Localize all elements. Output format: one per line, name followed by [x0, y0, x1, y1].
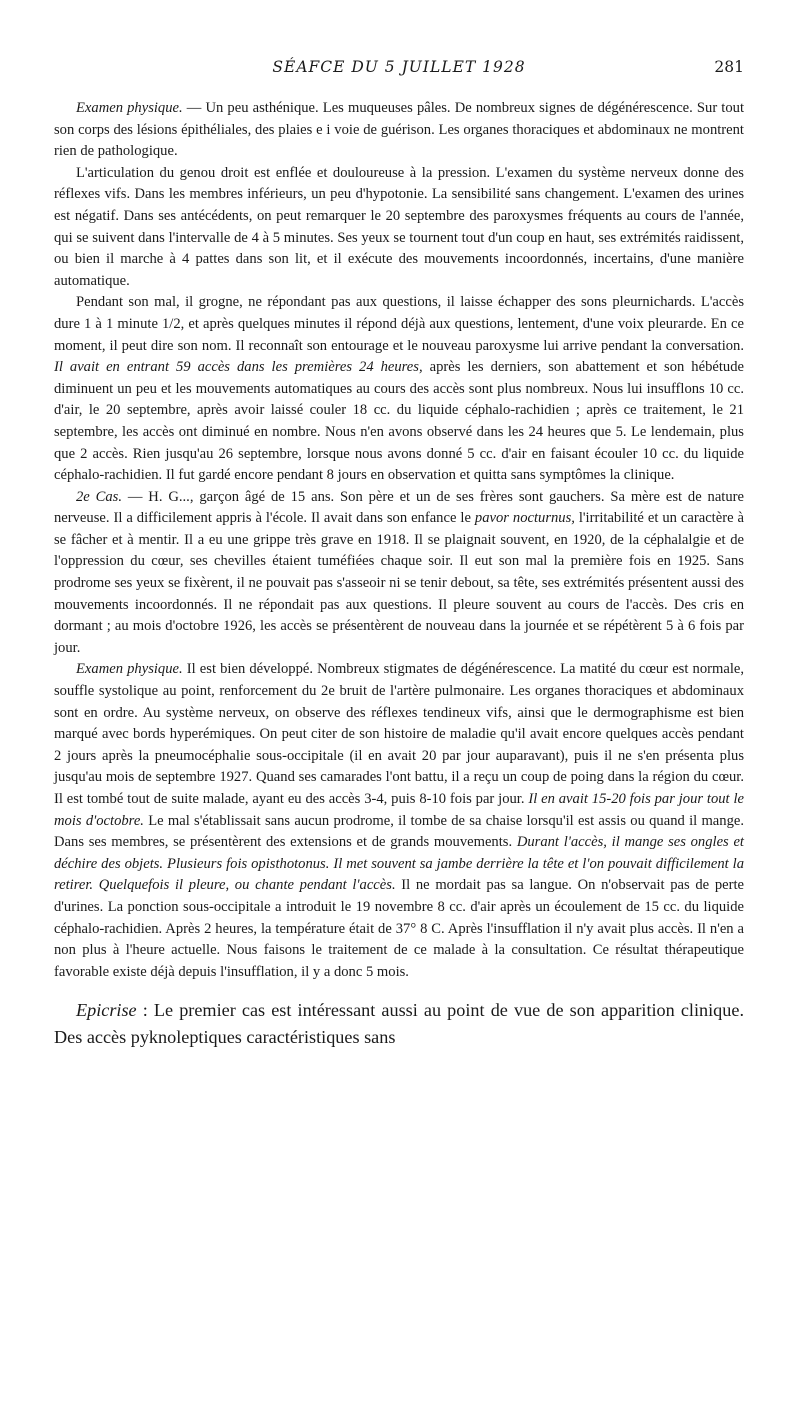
paragraph-emphasis: Il en avait 15-20 fois par jour tout le mois d'octobre. [54, 791, 744, 829]
paragraph-examen-physique-1 [54, 98, 744, 163]
paragraph-text: Le mal s'établissait sans aucun prodrome, il tombe de sa chaise lorsqu'il est assis ou quand il mange. Dans ses membres, se présentèrent des extensions et de grands mouvements. [54, 812, 744, 851]
paragraph-text: Pendant son mal, il grogne, ne répondant pas aux questions, il laisse échapper des sons pleurnichards. L'accès dure 1 à 1 minute 1/2, et après quelques minutes il répond déjà aux questions, lentement, d'une voix pleurarde. En ce moment, il peut dire son nom. Il reconnaît son entourage et le nouveau paroxysme lui arrive pendant la conversation. [54, 294, 744, 354]
paragraph-examen-physique-2 [54, 659, 744, 983]
page [54, 58, 744, 1398]
paragraph-lead: Epicrise [76, 1000, 137, 1021]
paragraph-lead: 2e Cas. [76, 488, 122, 505]
paragraph-text: : Le premier cas est intéressant aussi au point de vue de son apparition clinique. Des accès pyknoleptiques caractéristiques sans [54, 1000, 744, 1048]
paragraph-text: — Un peu asthénique. Les muqueuses pâles. De nombreux signes de dégénérescence. Sur tout son corps des lésions épithéliales, des plaies e i voie de guérison. Les organes thoraciques et abdominaux ne montrent rien de pathologique. [54, 100, 745, 160]
paragraph-text: Il est bien développé. Nombreux stigmates de dégénérescence. La matité du cœur est normale, souffle systolique au point, renforcement du 2e bruit de l'artère pulmonaire. Les organes thoraciques et abdominaux sont en ordre. Au système nerveux, on observe des réflexes tendineux vifs, ainsi que le dermographisme est bien marqué avec bords hyperémiques. On peut citer de son histoire de maladie qu'il avait encore quelques accès pendant 2 jours après la pneumocéphalie sous-occipitale (il en avait 20 par jour auparavant), puis il ne s'en présenta plus jusqu'au mois de septembre 1927. Quand ses camarades l'ont battu, il a reçu un coup de poing dans la région du cœur. Il est tombé tout de suite malade, ayant eu des accès 3-4, puis 8-10 fois par jour. [54, 661, 744, 807]
paragraph-text: Il ne mordait pas sa langue. On n'observait pas de perte d'urines. La ponction sous-occipitale a introduit le 19 novembre 8 cc. d'air après un écoulement de 15 cc. du liquide céphalo-rachidien. Après 2 heures, la température était de 37° 8 C. Après l'insufflation il n'y avait plus accès. Il n'en a non plus à l'heure actuelle. Nous faisons le traitement de ce malade à la consultation. Ce résultat thérapeutique favorable existe déjà depuis l'insufflation, il y a donc 5 mois. [54, 877, 744, 980]
paragraph-emphasis: Durant l'accès, il mange ses ongles et déchire des objets. Plusieurs fois opisthotonus. Il met souvent sa jambe derrière la tête et l'on pouvait difficilement la retirer. Quelquefois il pleure, ou chante pendant l'accès. [54, 834, 744, 894]
paragraph-text: — H. G..., garçon âgé de 15 ans. Son père et un de ses frères sont gauchers. Sa mère est de nature nerveuse. Il a difficilement appris à l'école. Il avait dans son enfance le [54, 488, 744, 527]
paragraph-emphasis: Il avait en entrant 59 accès dans les premières 24 heures, [54, 359, 423, 376]
paragraph-articulation [54, 163, 744, 293]
paragraph-text: L'articulation du genou droit est enflée et douloureuse à la pression. L'examen du système nerveux donne des réflexes vifs. Dans les membres inférieurs, un peu d'hypotonie. La sensibilité sans changement. L'examen des urines est négatif. Dans ses antécédents, on peut remarquer le 20 septembre des paroxysmes fréquents au cours de l'année, qui se suivent dans l'intervalle de 4 à 5 minutes. Ses yeux se tournent tout d'un coup en haut, ses extrémités raidissent, ou bien il marche à 4 pattes dans son lit, et il exécute des mouvements incoordonnés, incertains, d'une manière automatique. [54, 164, 744, 289]
paragraph-lead: Examen physique. [76, 661, 183, 678]
page-number: 281 [714, 58, 744, 76]
body-text [54, 98, 744, 983]
paragraph-emphasis: pavor nocturnus, [474, 510, 575, 527]
paragraph-text: l'irritabilité et un caractère à se fâcher et à mentir. Il a eu une grippe très grave en 1918. Il se plaignait souvent, en 1920, de la céphalalgie et de l'oppression du cœur, ses chevilles étaient tuméfiées chaque soir. Il eut son mal la première fois en 1925. Sans prodrome ses yeux se fixèrent, il ne pouvait pas s'asseoir ni se tenir debout, sa tête, ses extrémités présentent aussi des mouvements incoordonnés. Il ne répondait pas aux questions. Il pleure souvent au cours de l'accès. Des cris en dormant ; au mois d'octobre 1926, les accès se présentèrent de nouveau dans la journée et se répétèrent 5 à 6 fois par jour. [54, 510, 744, 656]
paragraph-text: après les derniers, son abattement et son hébétude diminuent un peu et les mouvements automatiques au cours des accès sont plus nombreux. Nous lui insufflons 10 cc. d'air, le 20 septembre, après avoir laissé couler 18 cc. du liquide céphalo-rachidien ; après ce traitement, le 21 septembre, les accès ont diminué en nombre. Nous n'en avons observé dans les 24 heures que 5. Le lendemain, plus que 2 accès. Rien jusqu'au 26 septembre, lorsque nous avons donné 5 cc. d'air en faisant écouler 10 cc. du liquide céphalo-rachidien. Il fut gardé encore pendant 8 jours en observation et quitta sans symptômes la clinique. [54, 359, 744, 484]
paragraph-lead: Examen physique. [76, 100, 183, 116]
paragraph-second-case [54, 487, 744, 660]
paragraph-epicrise [54, 997, 744, 1051]
running-title: SÉAFCE DU 5 JUILLET 1928 [272, 58, 526, 76]
paragraph-pendant-son-mal [54, 292, 744, 486]
running-head [54, 58, 744, 84]
